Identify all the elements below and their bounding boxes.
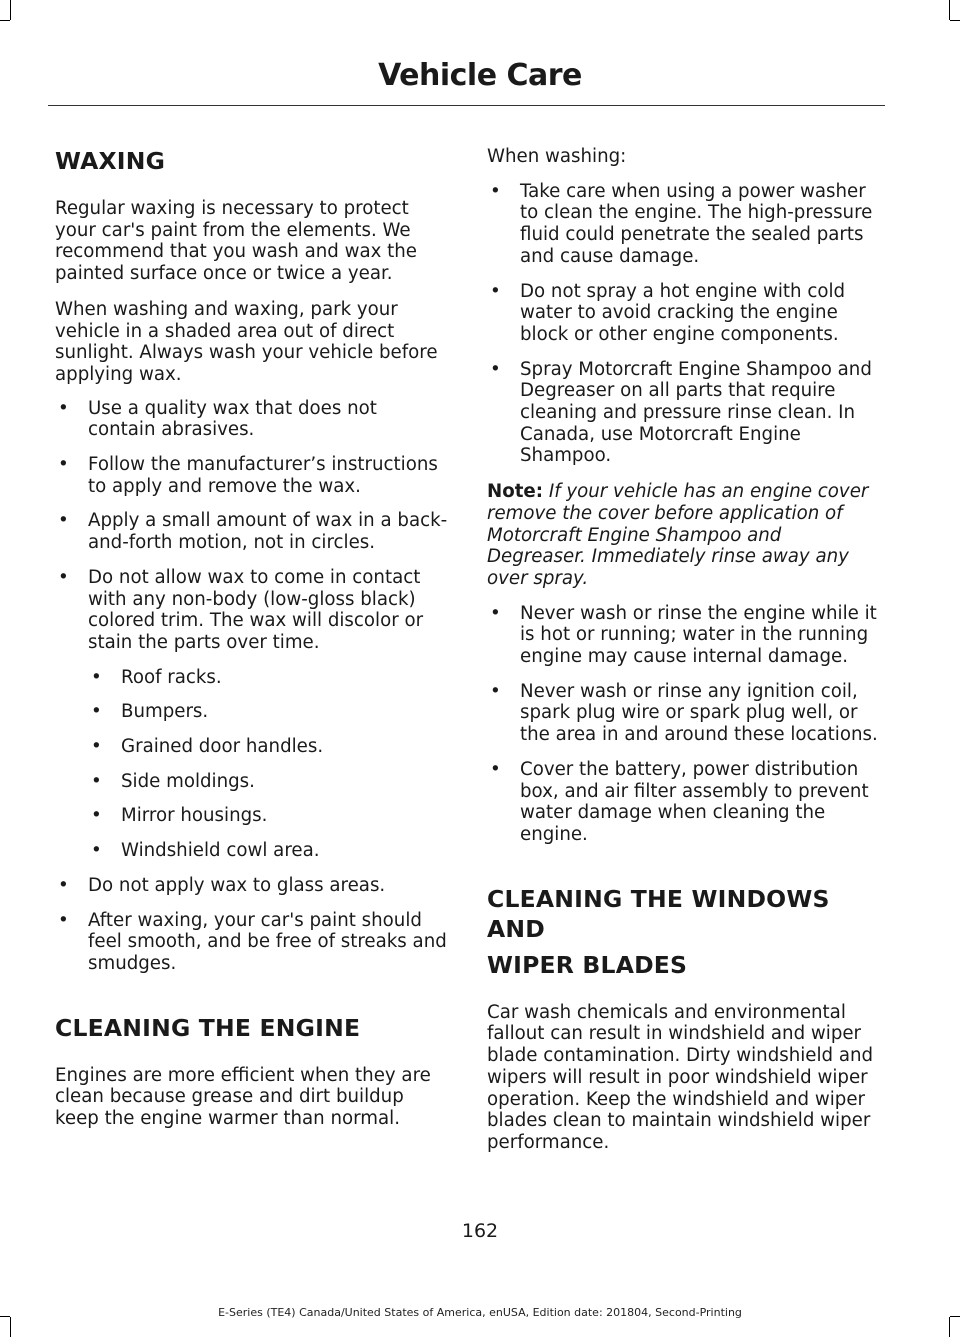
sub-list-item: • Side moldings. <box>88 771 450 793</box>
page-number: 162 <box>461 1220 499 1242</box>
engine-paragraph: Engines are more efficient when they are clean because grease and dirt buildup keep the engine warmer than normal. <box>55 1064 431 1130</box>
sub-list-item: • Mirror housings. <box>88 805 450 827</box>
crop-mark <box>10 1317 11 1337</box>
crop-mark <box>950 20 960 21</box>
note-label: Note: <box>487 481 544 503</box>
waxing-paragraph: When washing and waxing, park your vehicle in a shaded area out of direct sunlight. Always wash your vehicle before applying wax. <box>55 298 438 385</box>
list-item: • Apply a small amount of wax in a back-and-forth motion, not in circles. <box>55 510 450 553</box>
list-item <box>55 567 450 862</box>
list-item: • Follow the manufacturer’s instructions to apply and remove the wax. <box>55 454 450 497</box>
crop-mark <box>949 0 950 20</box>
washing-bullet-list <box>487 181 882 467</box>
list-item: • Spray Motorcraft Engine Shampoo and Degreaser on all parts that require cleaning and pressure rinse clean. In Canada, use Motorcraft Engine Shampoo. <box>487 359 882 468</box>
sub-list-item: • Grained door handles. <box>88 736 450 758</box>
header-divider <box>48 105 885 106</box>
windows-heading <box>487 884 882 980</box>
list-item: • Never wash or rinse any ignition coil, spark plug wire or spark plug well, or the area in and around these locations. <box>487 681 882 746</box>
sub-list-item: • Bumpers. <box>88 701 450 723</box>
crop-mark <box>0 20 10 21</box>
note <box>487 481 882 590</box>
list-item: • Never wash or rinse the engine while it is hot or running; water in the running engine may cause internal damage. <box>487 603 882 668</box>
windows-heading-line2: WIPER BLADES <box>487 950 688 979</box>
engine-warning-list <box>487 603 882 846</box>
left-column <box>55 146 450 1130</box>
list-item: • Cover the battery, power distribution box, and air filter assembly to prevent water damage when cleaning the engine. <box>487 759 882 846</box>
windows-paragraph: Car wash chemicals and environmental fallout can result in windshield and wiper blade contamination. Dirty windshield and wipers will result in poor windshield wiper operation. Keep the windshield and wiper blades clean to maintain windshield wiper performance. <box>487 1001 874 1153</box>
windows-heading-line1: CLEANING THE WINDOWS AND <box>487 884 830 943</box>
note-text: If your vehicle has an engine cover remove the cover before application of Motorcraft Engine Shampoo and Degreaser. Immediately rinse away any over spray. <box>487 481 869 589</box>
list-item: • Use a quality wax that does not contain abrasives. <box>55 398 450 441</box>
sub-list-item: • Roof racks. <box>88 667 450 689</box>
page-header-title: Vehicle Care <box>378 58 582 93</box>
list-item: • Do not spray a hot engine with cold water to avoid cracking the engine block or other engine components. <box>487 281 882 346</box>
list-item: • Take care when using a power washer to clean the engine. The high-pressure fluid could penetrate the sealed parts and cause damage. <box>487 181 882 268</box>
sub-list-item: • Windshield cowl area. <box>88 840 450 862</box>
list-item: • After waxing, your car's paint should feel smooth, and be free of streaks and smudges. <box>55 910 450 975</box>
trim-parts-sublist <box>88 667 450 862</box>
waxing-bullet-list <box>55 398 450 975</box>
crop-mark <box>949 1317 950 1337</box>
list-item: • Do not apply wax to glass areas. <box>55 875 450 897</box>
footer-edition-info: E-Series (TE4) Canada/United States of America, enUSA, Edition date: 201804, Second-Printing <box>218 1306 742 1319</box>
engine-heading: CLEANING THE ENGINE <box>55 1013 361 1042</box>
right-column <box>487 146 882 1154</box>
waxing-heading: WAXING <box>55 147 166 175</box>
waxing-paragraph: Regular waxing is necessary to protect your car's paint from the elements. We recommend that you wash and wax the painted surface once or twice a year. <box>55 198 418 285</box>
washing-intro: When washing: <box>487 146 627 167</box>
crop-mark <box>10 0 11 20</box>
list-item-text: Do not allow wax to come in contact with any non-body (low-gloss black) colored trim. The wax will discolor or stain the parts over time. <box>88 566 424 653</box>
